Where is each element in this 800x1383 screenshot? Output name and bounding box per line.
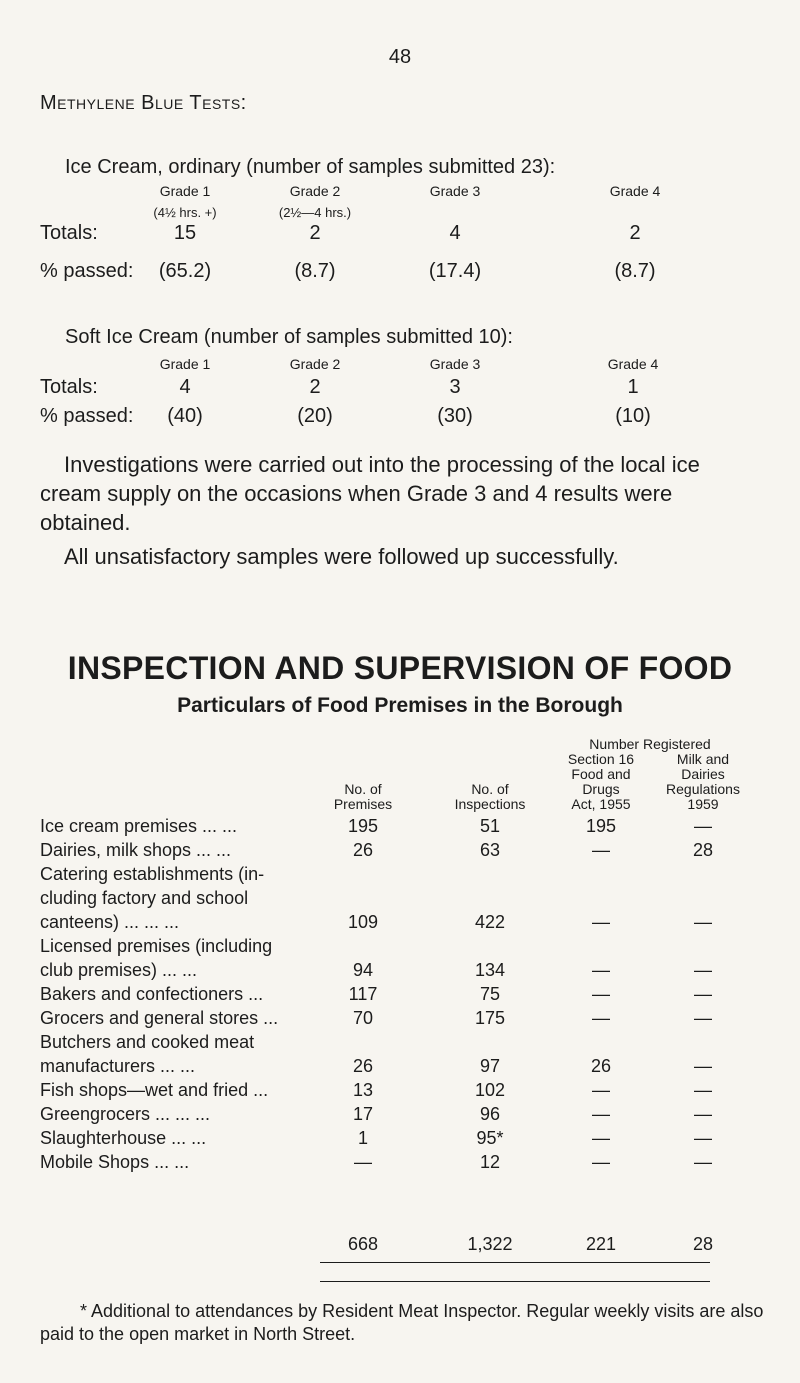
inspection-subtitle: Particulars of Food Premises in the Borough xyxy=(177,694,623,717)
row-value: 51 xyxy=(479,816,501,836)
total-value: 221 xyxy=(585,1234,617,1254)
soft-title: Soft Ice Cream (number of samples submitted 10): xyxy=(65,326,513,348)
row-label: Dairies, milk shops ... ... xyxy=(40,840,232,860)
row-label: cluding factory and school xyxy=(40,888,249,908)
row-value: — xyxy=(694,960,712,980)
row-value: — xyxy=(592,1128,610,1148)
row-value: 95* xyxy=(476,1128,504,1148)
column-header-4-line-3: Regulations xyxy=(666,781,740,797)
row-label: Mobile Shops ... ... xyxy=(40,1152,190,1172)
column-header-2-line-1: No. of xyxy=(471,781,509,797)
page-number: 48 xyxy=(388,46,412,68)
row-value: 109 xyxy=(347,912,379,932)
ordinary-passed-label: % passed: xyxy=(40,260,134,282)
ordinary-total-3: 4 xyxy=(449,222,461,244)
row-value: 1 xyxy=(357,1128,368,1148)
row-value: — xyxy=(592,1104,610,1124)
soft-passed-3: (30) xyxy=(437,405,473,427)
row-value: 175 xyxy=(474,1008,506,1028)
row-value: — xyxy=(694,1104,712,1124)
soft-totals-label: Totals: xyxy=(40,376,98,398)
row-value: — xyxy=(592,984,610,1004)
total-value: 668 xyxy=(347,1234,379,1254)
group-header: Number Registered xyxy=(589,736,711,752)
column-header-1-line-1: No. of xyxy=(344,781,382,797)
ordinary-passed-3: (17.4) xyxy=(428,260,482,282)
ordinary-grade-2-note: (2½—4 hrs.) xyxy=(278,205,352,220)
row-value: 94 xyxy=(352,960,374,980)
ordinary-grade-2: Grade 2 xyxy=(289,183,341,199)
soft-total-1: 4 xyxy=(179,376,191,398)
row-value: 63 xyxy=(479,840,501,860)
soft-passed-label: % passed: xyxy=(40,405,134,427)
followup-paragraph: All unsatisfactory samples were followed up successfully. xyxy=(64,544,619,569)
column-header-3-line-4: Act, 1955 xyxy=(571,796,631,812)
row-label: Fish shops—wet and fried ... xyxy=(40,1080,269,1100)
totals-bottom-rule xyxy=(320,1281,710,1282)
ordinary-grade-1: Grade 1 xyxy=(159,183,211,199)
totals-top-rule xyxy=(320,1262,710,1263)
investigations-paragraph: Investigations were carried out into the processing of the local ice cream supply on the occasions when Grade 3 and 4 results were obtained. xyxy=(40,452,700,535)
column-header-4-line-4: 1959 xyxy=(687,796,719,812)
row-label: Greengrocers ... ... ... xyxy=(40,1104,211,1124)
soft-total-2: 2 xyxy=(309,376,321,398)
row-value: 75 xyxy=(479,984,501,1004)
ordinary-total-2: 2 xyxy=(309,222,321,244)
soft-grade-4: Grade 4 xyxy=(607,356,659,372)
row-value: — xyxy=(694,1008,712,1028)
column-header-2-line-2: Inspections xyxy=(454,796,526,812)
column-header-3-line-3: Drugs xyxy=(582,781,620,797)
row-label: Licensed premises (including xyxy=(40,936,273,956)
column-header-1-line-2: Premises xyxy=(333,796,393,812)
ordinary-passed-1: (65.2) xyxy=(158,260,212,282)
row-value: — xyxy=(694,984,712,1004)
row-value: 12 xyxy=(479,1152,501,1172)
row-value: — xyxy=(694,912,712,932)
row-label: club premises) ... ... xyxy=(40,960,198,980)
row-value: 28 xyxy=(692,840,714,860)
row-value: — xyxy=(694,1080,712,1100)
ordinary-total-4: 2 xyxy=(629,222,641,244)
total-value: 1,322 xyxy=(467,1234,513,1254)
soft-passed-4: (10) xyxy=(615,405,651,427)
row-value: — xyxy=(694,1152,712,1172)
row-label: Ice cream premises ... ... xyxy=(40,816,238,836)
row-value: — xyxy=(592,1080,610,1100)
soft-passed-1: (40) xyxy=(167,405,203,427)
row-value: — xyxy=(592,960,610,980)
row-value: 26 xyxy=(352,1056,374,1076)
row-value: — xyxy=(592,840,610,860)
row-value: 422 xyxy=(474,912,506,932)
row-label: Catering establishments (in- xyxy=(40,864,265,884)
row-value: 96 xyxy=(479,1104,501,1124)
ordinary-grade-1-note: (4½ hrs. +) xyxy=(153,205,217,220)
row-value: 195 xyxy=(347,816,379,836)
soft-passed-2: (20) xyxy=(297,405,333,427)
column-header-4-line-2: Dairies xyxy=(681,766,725,782)
row-value: 195 xyxy=(585,816,617,836)
ordinary-passed-2: (8.7) xyxy=(294,260,336,282)
row-label: Bakers and confectioners ... xyxy=(40,984,264,1004)
row-value: 17 xyxy=(352,1104,374,1124)
row-value: 117 xyxy=(348,984,378,1004)
row-value: — xyxy=(694,1128,712,1148)
ordinary-passed-4: (8.7) xyxy=(614,260,656,282)
soft-grade-3: Grade 3 xyxy=(429,356,481,372)
row-value: 70 xyxy=(352,1008,374,1028)
row-value: 13 xyxy=(352,1080,374,1100)
ordinary-grade-3: Grade 3 xyxy=(429,183,481,199)
row-label: Slaughterhouse ... ... xyxy=(40,1128,207,1148)
row-value: — xyxy=(592,1152,610,1172)
ordinary-total-1: 15 xyxy=(173,222,197,244)
soft-grade-1: Grade 1 xyxy=(159,356,211,372)
row-value: — xyxy=(592,1008,610,1028)
row-label: Grocers and general stores ... xyxy=(40,1008,279,1028)
methylene-heading: Methylene Blue Tests: xyxy=(40,92,247,114)
row-value: 134 xyxy=(474,960,506,980)
column-header-3-line-2: Food and xyxy=(571,766,631,782)
soft-total-4: 1 xyxy=(627,376,639,398)
soft-total-3: 3 xyxy=(449,376,461,398)
column-header-3-line-1: Section 16 xyxy=(567,751,635,767)
footnote: * Additional to attendances by Resident Meat Inspector. Regular weekly visits are also paid to the open market in North Street. xyxy=(40,1301,764,1344)
row-value: 102 xyxy=(474,1080,506,1100)
row-value: — xyxy=(592,912,610,932)
inspection-title: INSPECTION AND SUPERVISION OF FOOD xyxy=(67,650,733,686)
row-label: manufacturers ... ... xyxy=(40,1056,196,1076)
row-value: — xyxy=(694,816,712,836)
column-header-4-line-1: Milk and xyxy=(676,751,730,767)
row-label: canteens) ... ... ... xyxy=(40,912,180,932)
row-value: 26 xyxy=(590,1056,612,1076)
row-value: — xyxy=(694,1056,712,1076)
ordinary-totals-label: Totals: xyxy=(40,222,98,244)
soft-grade-2: Grade 2 xyxy=(289,356,341,372)
row-value: 97 xyxy=(479,1056,501,1076)
row-value: — xyxy=(354,1152,372,1172)
row-label: Butchers and cooked meat xyxy=(40,1032,255,1052)
total-value: 28 xyxy=(692,1234,714,1254)
ordinary-title: Ice Cream, ordinary (number of samples submitted 23): xyxy=(65,156,556,178)
ordinary-grade-4: Grade 4 xyxy=(609,183,661,199)
row-value: 26 xyxy=(352,840,374,860)
